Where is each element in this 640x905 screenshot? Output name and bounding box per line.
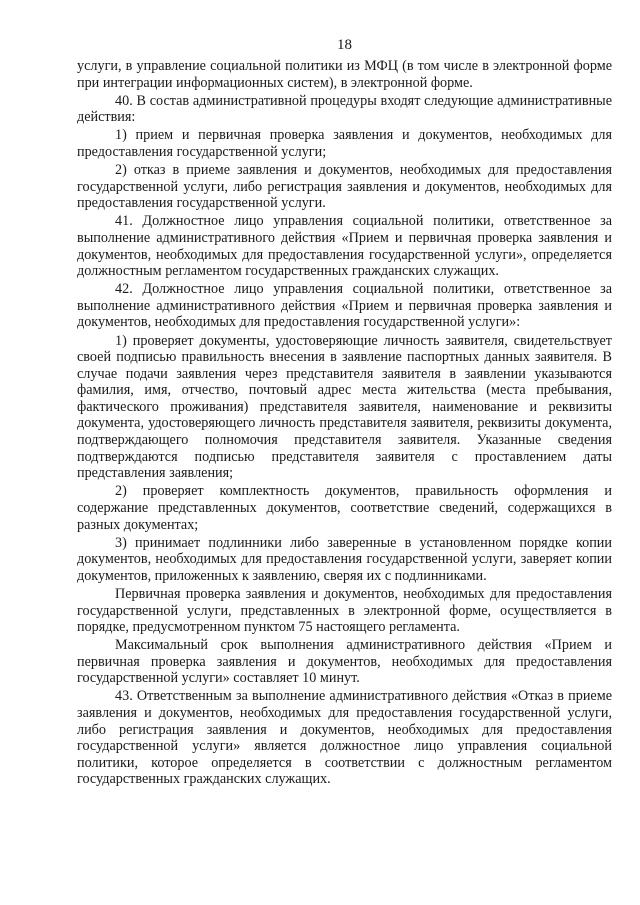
paragraph-max-duration: Максимальный срок выполнения административного действия «Прием и первичная проверка заявления и документов, необходимых для предоставления государственной услуги» составляет 10 минут. [77, 637, 612, 687]
paragraph-42-item-3: 3) принимает подлинники либо заверенные в установленном порядке копии документов, необходимых для предоставления государственной услуги, заверяет копии документов, приложенных к заявлению, сверяя их с подлинниками. [77, 534, 612, 584]
paragraph-40-item-1: 1) прием и первичная проверка заявления и документов, необходимых для предоставления государственной услуги; [77, 127, 612, 160]
paragraph-continuation: услуги, в управление социальной политики из МФЦ (в том числе в электронной форме при интеграции информационных систем), в электронной форме. [77, 58, 612, 91]
paragraph-40-item-2: 2) отказ в приеме заявления и документов, необходимых для предоставления государственной услуги, либо регистрация заявления и документов, необходимых для предоставления государственной услуги. [77, 162, 612, 212]
paragraph-43: 43. Ответственным за выполнение административного действия «Отказ в приеме заявления и документов, необходимых для предоставления государственной услуги, либо регистрация заявления и документов, необходимых для предоставления государственной услуги» является должностное лицо управления социальной политики, которое определяется в соответствии с должностным регламентом государственных гражданских служащих. [77, 688, 612, 788]
paragraph-42-item-1: 1) проверяет документы, удостоверяющие личность заявителя, свидетельствует своей подписью правильность внесения в заявление паспортных данных заявителя. В случае подачи заявления через представителя заявителя в заявлении указываются фамилия, имя, отчество, почтовый адрес места жительства (места пребывания, фактического проживания) представителя заявителя, наименование и реквизиты документа, удостоверяющего личность представителя заявителя, реквизиты документа, подтверждающего полномочия представителя заявителя. Указанные сведения подтверждаются подписью представителя заявителя с проставлением даты представления заявления; [77, 332, 612, 482]
paragraph-40: 40. В состав административной процедуры входят следующие административные действия: [77, 92, 612, 126]
paragraph-42-item-2: 2) проверяет комплектность документов, правильность оформления и содержание представленных документов, соответствие сведений, содержащихся в разных документах; [77, 483, 612, 533]
paragraph-42: 42. Должностное лицо управления социальной политики, ответственное за выполнение административного действия «Прием и первичная проверка заявления и документов, необходимых для предоставления государственной услуги»: [77, 281, 612, 331]
paragraph-electronic-check: Первичная проверка заявления и документов, необходимых для предоставления государственной услуги, представленных в электронной форме, осуществляется в порядке, предусмотренном пунктом 75 настоящего регламента. [77, 585, 612, 636]
page-number: 18 [337, 37, 352, 53]
paragraph-41: 41. Должностное лицо управления социальной политики, ответственное за выполнение административного действия «Прием и первичная проверка заявления и документов, необходимых для предоставления государственной услуги», определяется должностным регламентом государственных гражданских служащих. [77, 213, 612, 280]
